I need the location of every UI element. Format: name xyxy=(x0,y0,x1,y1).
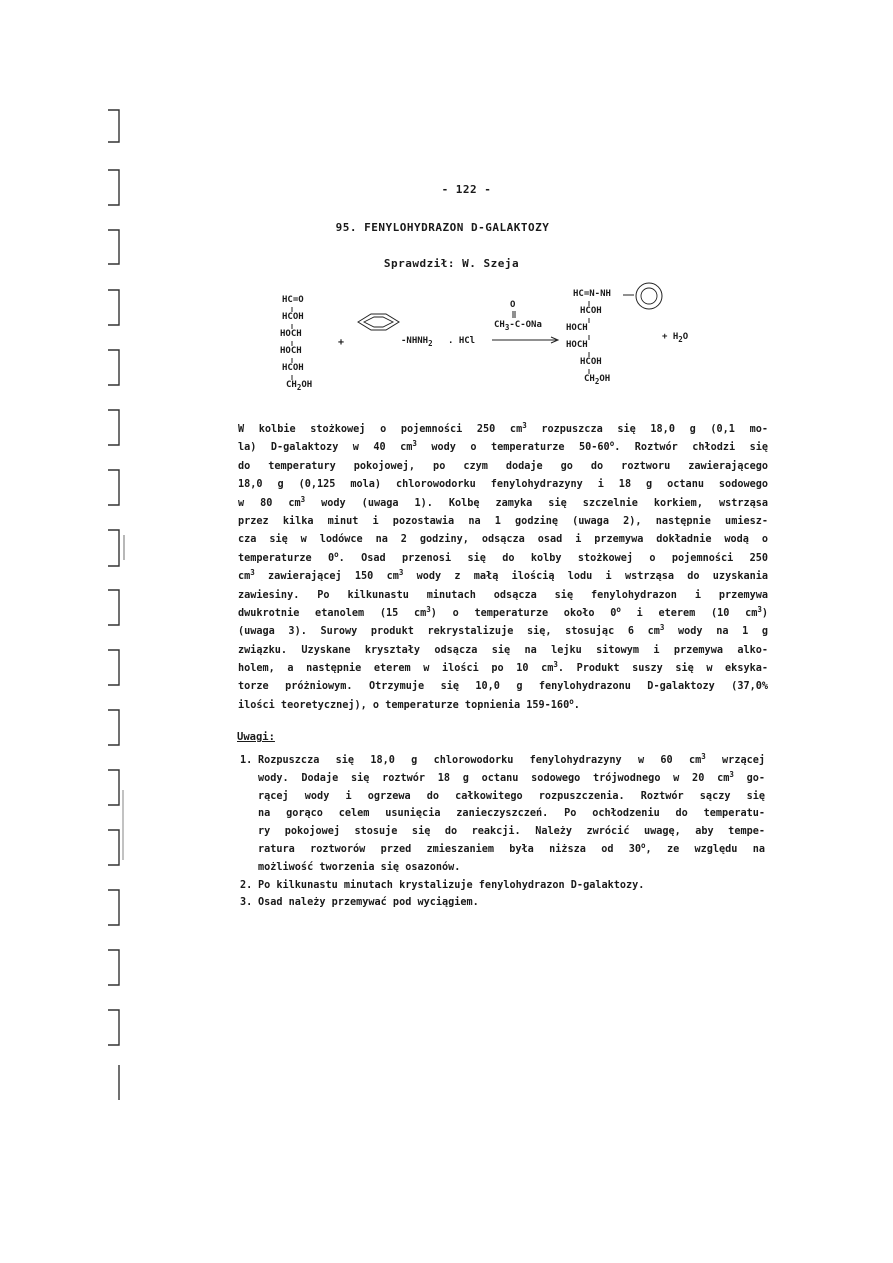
text-line: cza się w lodówce na 2 godziny, odsącza osad i przemywa dokładnie wodą o xyxy=(238,534,768,546)
reagent-salt: . HCl xyxy=(448,336,476,346)
text-line: wody. Dodaje się roztwór 18 g octanu sodowego trójwodnego w 20 $cm^3$ go- xyxy=(258,769,765,784)
text-line: (uwaga 3). Surowy produkt rekrystalizuje się, stosując 6 $cm^3$ wody na 1 g xyxy=(238,623,768,638)
note-number: 3. xyxy=(240,897,253,909)
text-line: do temperatury pokojowej, po czym dodaje go do roztworu zawierającego xyxy=(238,460,768,472)
reactant-c5: HCOH xyxy=(282,363,304,373)
text-line: Osad należy przemywać pod wyciągiem. xyxy=(258,897,479,909)
author-line: Sprawdził: W. Szeja xyxy=(383,257,520,270)
product-c5: HCOH xyxy=(580,357,602,367)
reactant-c2: HCOH xyxy=(282,312,304,322)
catalyst-oxygen: O xyxy=(510,300,516,310)
text-line: na gorąco celem usunięcia zanieczyszczeń. Po ochłodzeniu do temperatu- xyxy=(258,808,765,820)
note-number: 2. xyxy=(240,879,253,891)
text-line: torze próżniowym. Otrzymuje się 10,0 g fenylohydrazonu D-galaktozy (37,0% xyxy=(238,681,768,693)
note-number: 1. xyxy=(240,755,253,766)
product-c2: HCOH xyxy=(580,306,602,316)
water-product: + $H_2O$ xyxy=(662,332,689,344)
catalyst-acetate: $CH_3-C$-ONa xyxy=(494,320,542,332)
text-line: związku. Uzyskane kryształy odsącza się na lejku sitowym i przemywa alko- xyxy=(238,644,768,656)
page-number: - 122 - xyxy=(441,183,492,196)
text-line: la) D-galaktozy w 40 $cm^3$ wody o temperaturze 50-60$^o$. Roztwór chłodzi się xyxy=(238,439,768,454)
text-line: temperaturze 0$^o$. Osad przenosi się do kolby stożkowej o pojemności 250 xyxy=(238,549,769,564)
reaction-scheme xyxy=(270,282,740,410)
notes-list xyxy=(240,752,765,912)
text-line: w 80 $cm^3$ wody (uwaga 1). Kolbę zamyka się szczelnie korkiem, wstrząsa xyxy=(238,494,769,509)
page-title: 95. FENYLOHYDRAZON D-GALAKTOZY xyxy=(335,221,550,234)
text-line: możliwość tworzenia się osazonów. xyxy=(258,861,461,873)
text-line: Po kilkunastu minutach krystalizuje fenylohydrazon D-galaktozy. xyxy=(258,879,645,891)
text-line: $cm^3$ zawierającej 150 $cm^3$ wody z małą ilością lodu i wstrząsa do uzyskania xyxy=(238,568,768,583)
product-c1: HC=N-NH xyxy=(573,289,611,299)
text-line: zawiesiny. Po kilkunastu minutach odsącza się fenylohydrazon i przemywa xyxy=(238,589,768,601)
note-item xyxy=(240,894,765,912)
reactant-c1: HC=O xyxy=(282,295,304,305)
product-c3: HOCH xyxy=(566,323,588,333)
reactant-c3: HOCH xyxy=(280,329,302,339)
text-line: 18,0 g (0,125 mola) chlorowodorku fenylohydrazyny i 18 g octanu sodowego xyxy=(238,479,768,491)
text-line: ratura roztworów przed zmieszaniem była niższa od 30$^o$, ze względu na xyxy=(258,840,765,855)
text-line: Rozpuszcza się 18,0 g chlorowodorku fenylohydrazyny w 60 $cm^3$ wrzącej xyxy=(258,752,765,766)
text-line: dwukrotnie etanolem (15 $cm^3$) o temperaturze około 0$^o$ i eterem (10 $cm^3$) xyxy=(238,604,769,619)
reagent-hydrazine: $-NHNH_2$ xyxy=(401,336,433,348)
reactant-c6: $CH_2OH$ xyxy=(286,380,313,392)
product-c4: HOCH xyxy=(566,340,588,350)
note-item xyxy=(240,877,765,895)
text-line: ilości teoretycznej), o temperaturze topnienia 159-160$^o$. xyxy=(238,696,580,711)
plus-sign-1: + xyxy=(338,337,345,348)
notes-heading: Uwagi: xyxy=(237,731,275,743)
text-line: W kolbie stożkowej o pojemności 250 $cm^3$ rozpuszcza się 18,0 g (0,1 mo- xyxy=(238,421,768,435)
note-item xyxy=(240,752,765,877)
reactant-c4: HOCH xyxy=(280,346,302,356)
text-line: holem, a następnie eterem w ilości po 10 $cm^3$. Produkt suszy się w eksyka- xyxy=(238,660,768,675)
procedure-text xyxy=(238,421,768,715)
text-line: rącej wody i ogrzewa do całkowitego rozpuszczenia. Roztwór sączy się xyxy=(258,790,765,802)
text-line: przez kilka minut i pozostawia na 1 godzinę (uwaga 2), następnie umiesz- xyxy=(238,515,768,527)
text-line: ry pokojowej stosuje się do reakcji. Należy zwrócić uwagę, aby tempe- xyxy=(258,826,765,838)
product-c6: $CH_2OH$ xyxy=(584,374,611,386)
